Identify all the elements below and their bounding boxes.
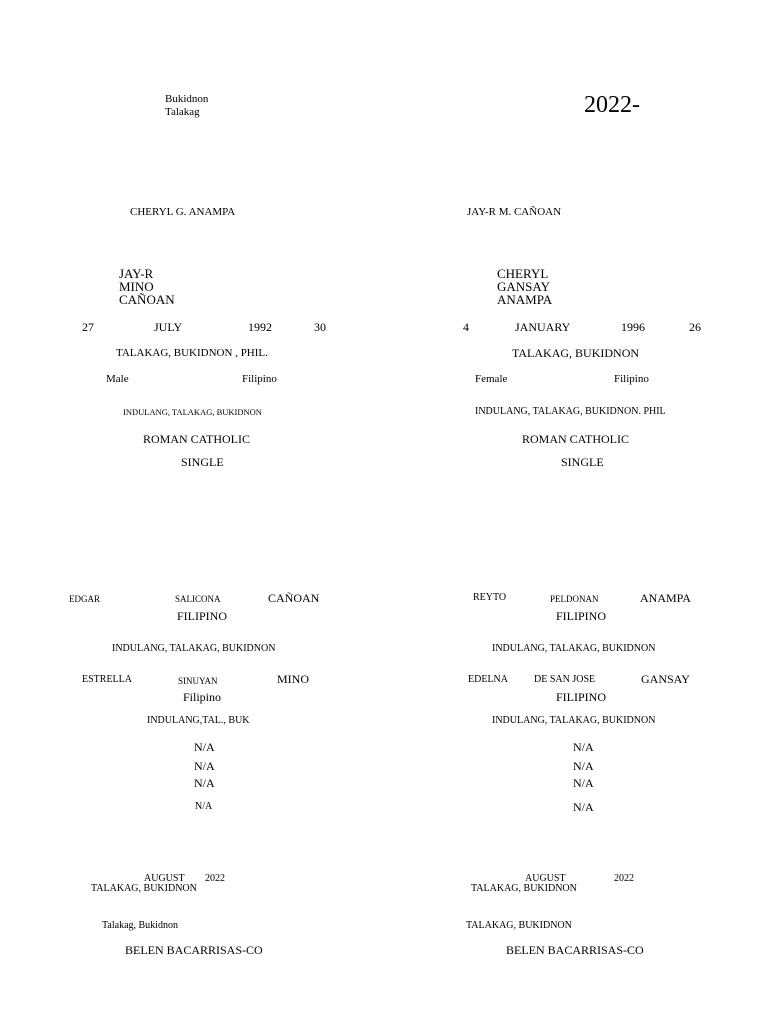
- left-mother-citizenship: Filipino: [183, 690, 222, 704]
- right-mother-citizenship: FILIPINO: [556, 690, 606, 704]
- right-birth-day: 4: [463, 320, 469, 334]
- right-mother-residence: INDULANG, TALAKAG, BUKIDNON: [492, 715, 656, 726]
- left-father-citizenship: FILIPINO: [177, 609, 227, 623]
- right-last-name: ANAMPA: [497, 292, 553, 307]
- right-sex: Female: [475, 373, 508, 385]
- right-mother-first: EDELNA: [468, 674, 508, 685]
- right-middle-name: GANSAY: [497, 279, 550, 294]
- left-birth-place: TALAKAG, BUKIDNON , PHIL.: [116, 347, 268, 359]
- right-father-middle: PELDONAN: [550, 594, 599, 604]
- right-mother-last: GANSAY: [641, 672, 690, 686]
- right-office-place: TALAKAG, BUKIDNON: [466, 920, 572, 931]
- right-na-2: N/A: [573, 759, 594, 773]
- left-birth-day: 27: [82, 320, 94, 334]
- right-birth-year: 1996: [621, 320, 645, 334]
- left-middle-name: MINO: [119, 279, 154, 294]
- left-citizenship: Filipino: [242, 373, 277, 385]
- left-na-4: N/A: [195, 801, 213, 812]
- left-office-place: Talakag, Bukidnon: [102, 920, 178, 931]
- left-issued-place: TALAKAG, BUKIDNON: [91, 883, 197, 894]
- left-mother-middle: SINUYAN: [178, 676, 218, 686]
- left-issued-year: 2022: [205, 873, 225, 884]
- header-location: [165, 93, 208, 119]
- left-mother-residence: INDULANG,TAL., BUK: [147, 715, 250, 726]
- left-last-name: CAÑOAN: [119, 292, 175, 307]
- left-na-3: N/A: [194, 776, 215, 790]
- right-father-first: REYTO: [473, 592, 507, 603]
- left-first-name: JAY-R: [119, 266, 154, 281]
- right-residence: INDULANG, TALAKAG, BUKIDNON. PHIL: [475, 406, 666, 417]
- right-birth-place: TALAKAG, BUKIDNON: [512, 346, 640, 360]
- right-civil-status: SINGLE: [561, 455, 604, 469]
- right-na-1: N/A: [573, 740, 594, 754]
- left-mother-first: ESTRELLA: [82, 674, 132, 685]
- left-birth-month: JULY: [154, 320, 183, 334]
- left-na-1: N/A: [194, 740, 215, 754]
- right-issued-place: TALAKAG, BUKIDNON: [471, 883, 577, 894]
- right-mother-middle: DE SAN JOSE: [534, 674, 596, 685]
- right-father-citizenship: FILIPINO: [556, 609, 606, 623]
- left-residence: INDULANG, TALAKAG, BUKIDNON: [123, 407, 262, 417]
- left-mother-last: MINO: [277, 672, 309, 686]
- left-sex: Male: [106, 373, 129, 385]
- right-issued-month: AUGUST: [525, 873, 566, 884]
- left-father-first: EDGAR: [69, 594, 100, 604]
- right-na-4: N/A: [573, 800, 594, 814]
- left-applicant-name: CHERYL G. ANAMPA: [130, 206, 236, 218]
- right-registrar: BELEN BACARRISAS-CO: [506, 943, 644, 957]
- left-registrar: BELEN BACARRISAS-CO: [125, 943, 263, 957]
- left-issued-month: AUGUST: [144, 873, 185, 884]
- left-father-residence: INDULANG, TALAKAG, BUKIDNON: [112, 643, 276, 654]
- right-father-last: ANAMPA: [640, 591, 691, 605]
- right-father-residence: INDULANG, TALAKAG, BUKIDNON: [492, 643, 656, 654]
- left-father-last: CAÑOAN: [268, 591, 320, 605]
- right-issued-year: 2022: [614, 873, 634, 884]
- registry-year: 2022-: [584, 92, 640, 118]
- right-religion: ROMAN CATHOLIC: [522, 432, 630, 446]
- right-na-3: N/A: [573, 776, 594, 790]
- right-applicant-name: JAY-R M. CAÑOAN: [467, 206, 562, 218]
- left-religion: ROMAN CATHOLIC: [143, 432, 251, 446]
- municipality: Talakag: [165, 106, 200, 118]
- left-father-middle: SALICONA: [175, 594, 221, 604]
- left-na-2: N/A: [194, 759, 215, 773]
- left-birth-year: 1992: [248, 320, 272, 334]
- right-birth-month: JANUARY: [515, 320, 571, 334]
- right-citizenship: Filipino: [614, 373, 649, 385]
- left-age: 30: [314, 320, 326, 334]
- left-civil-status: SINGLE: [181, 455, 224, 469]
- right-name-stack: [497, 267, 552, 306]
- left-name-stack: [119, 267, 175, 306]
- province: Bukidnon: [165, 93, 209, 105]
- right-age: 26: [689, 320, 701, 334]
- right-first-name: CHERYL: [497, 266, 549, 281]
